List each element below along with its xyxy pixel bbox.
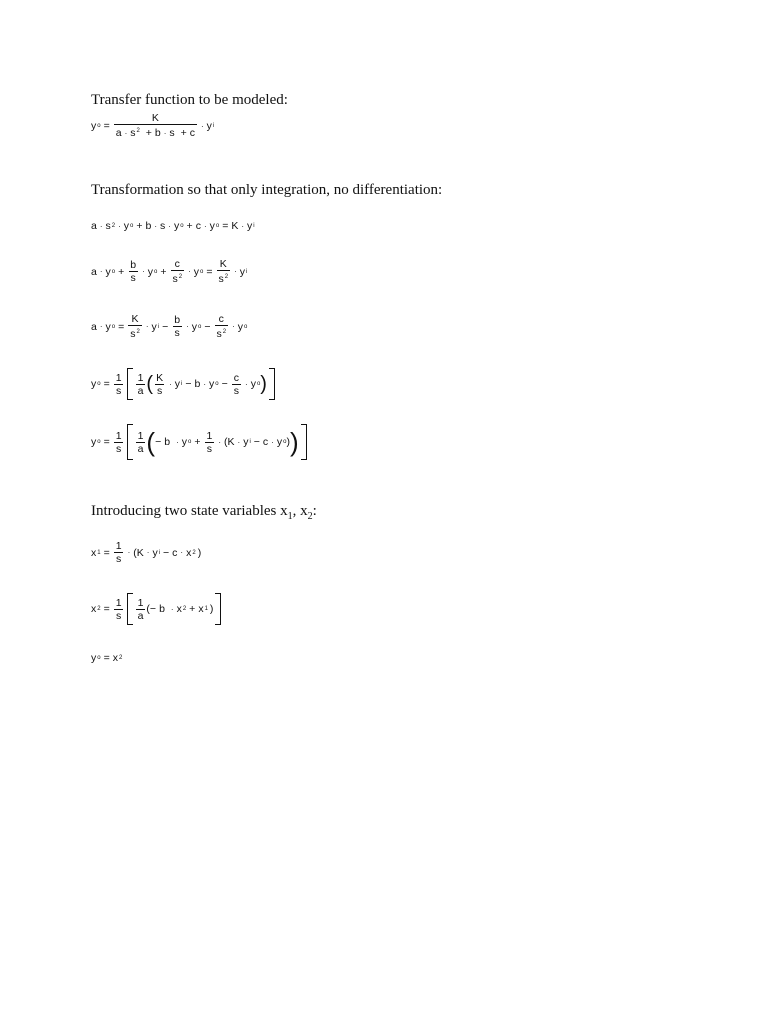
symbol-a: a: [137, 384, 144, 397]
subscript-i: i: [157, 323, 160, 330]
fraction: [172, 314, 182, 339]
dot-operator: ·: [232, 322, 235, 331]
symbol-s: s: [105, 220, 111, 232]
symbol-x: x: [176, 603, 182, 615]
symbol-s: s: [116, 442, 122, 455]
symbol-a: a: [115, 127, 122, 139]
dot-operator: ·: [271, 437, 274, 447]
fraction-denominator: [128, 325, 142, 340]
equation-state-x2: [91, 593, 223, 625]
symbol-b: b: [145, 220, 152, 232]
symbol-K: K: [151, 112, 159, 124]
symbol-s: s: [156, 384, 163, 397]
fraction: [232, 372, 241, 397]
left-paren: (: [224, 436, 228, 448]
symbol-s: s: [172, 273, 178, 285]
symbol-x: x: [91, 603, 97, 615]
symbol-x: x: [112, 652, 118, 664]
left-paren: (: [146, 427, 156, 457]
equals-sign: =: [103, 546, 110, 559]
fraction-denominator: [114, 124, 197, 140]
symbol-s: s: [116, 384, 122, 397]
fraction: [114, 430, 124, 455]
dot-operator: ·: [145, 322, 149, 331]
left-bracket: [127, 593, 133, 625]
symbol-K: K: [156, 371, 164, 384]
symbol-s: s: [116, 609, 122, 622]
symbol-y: y: [91, 120, 97, 132]
symbol-b: b: [174, 314, 181, 326]
plus-sign: +: [180, 127, 187, 139]
subscript-2: 2: [182, 606, 187, 612]
symbol-y: y: [152, 546, 158, 559]
symbol-K: K: [227, 436, 235, 448]
equation-output: [91, 652, 122, 664]
subscript-o: o: [97, 655, 101, 661]
symbol-s: s: [130, 127, 136, 139]
dot-operator: ·: [169, 379, 172, 389]
symbol-K: K: [231, 220, 239, 232]
number-one: 1: [115, 371, 122, 384]
symbol-y: y: [91, 378, 97, 390]
equals-sign: =: [222, 220, 229, 232]
left-paren: (: [133, 546, 137, 559]
fraction: [136, 372, 146, 397]
subscript-o: o: [154, 268, 158, 275]
heading-text: Introducing two state variables x: [91, 503, 288, 519]
right-bracket: [269, 368, 275, 400]
minus-sign: −: [163, 546, 170, 559]
subscript-1: 1: [204, 606, 208, 612]
minus-sign: −: [162, 320, 169, 333]
subscript-o: o: [198, 323, 202, 330]
equals-sign: =: [103, 652, 110, 664]
equals-sign: =: [103, 603, 110, 615]
symbol-y: y: [147, 265, 154, 278]
equals-sign: =: [206, 265, 213, 278]
equation-differential-form: [91, 220, 255, 232]
dot-operator: ·: [234, 267, 237, 276]
dot-operator: ·: [163, 129, 167, 138]
symbol-y: y: [174, 378, 181, 390]
heading-subscript-1: 1: [287, 511, 293, 522]
exponent-2: 2: [111, 223, 116, 229]
dot-operator: ·: [241, 221, 245, 231]
dot-operator: ·: [200, 121, 204, 131]
symbol-b: b: [130, 259, 137, 271]
plus-sign: +: [160, 265, 167, 278]
symbol-a: a: [91, 220, 97, 232]
dot-operator: ·: [180, 548, 184, 557]
heading-state-variables: [91, 503, 317, 522]
symbol-c: c: [233, 371, 240, 384]
subscript-2: 2: [192, 549, 196, 556]
subscript-o: o: [97, 123, 101, 129]
right-paren: ): [260, 373, 267, 395]
symbol-y: y: [105, 265, 111, 278]
symbol-y: y: [123, 220, 130, 232]
fraction-denominator: [217, 270, 231, 285]
equals-sign: =: [103, 436, 110, 448]
left-paren: (: [146, 603, 150, 615]
symbol-c: c: [195, 220, 201, 232]
fraction: [114, 372, 124, 397]
dot-operator: ·: [127, 548, 131, 557]
right-paren: ): [197, 546, 202, 559]
minus-sign: −: [149, 603, 157, 615]
symbol-y: y: [237, 320, 244, 333]
symbol-K: K: [219, 258, 227, 270]
heading-transformation: Transformation so that only integration, no differentiation:: [91, 182, 443, 198]
dot-operator: ·: [99, 267, 103, 276]
symbol-x: x: [91, 546, 97, 559]
dot-operator: ·: [142, 267, 145, 276]
minus-sign: −: [155, 436, 162, 448]
right-paren: ): [286, 436, 290, 448]
dot-operator: ·: [203, 379, 207, 389]
plus-sign: +: [145, 127, 152, 139]
fraction: [215, 313, 229, 340]
equals-sign: =: [118, 320, 125, 333]
symbol-s: s: [130, 272, 136, 284]
subscript-o: o: [200, 268, 204, 275]
symbol-y: y: [239, 265, 246, 278]
left-bracket: [127, 424, 133, 460]
left-bracket: [127, 368, 133, 400]
symbol-y: y: [151, 320, 157, 333]
right-paren: ): [209, 603, 214, 615]
symbol-s: s: [160, 220, 166, 232]
subscript-o: o: [215, 381, 219, 387]
symbol-c: c: [189, 127, 195, 139]
right-paren: ): [289, 427, 299, 457]
symbol-a: a: [91, 265, 97, 278]
subscript-o: o: [244, 323, 248, 330]
symbol-y: y: [91, 652, 97, 664]
subscript-o: o: [283, 439, 287, 445]
dot-operator: ·: [237, 437, 241, 447]
symbol-y: y: [191, 320, 198, 333]
fraction: [114, 112, 197, 140]
heading-text: :: [312, 503, 317, 519]
exponent-2: 2: [136, 329, 140, 335]
dot-operator: ·: [118, 221, 121, 231]
right-bracket: [215, 593, 221, 625]
fraction: [204, 430, 214, 455]
symbol-y: y: [181, 436, 187, 448]
symbol-c: c: [174, 258, 180, 270]
exponent-2: 2: [178, 274, 183, 280]
equals-sign: =: [103, 120, 110, 132]
exponent-2: 2: [222, 329, 227, 335]
symbol-s: s: [206, 442, 213, 455]
fraction-numerator: [150, 112, 161, 124]
exponent-2: 2: [136, 128, 140, 134]
subscript-o: o: [111, 323, 116, 330]
dot-operator: ·: [188, 267, 191, 276]
exponent-2: 2: [224, 274, 229, 280]
minus-sign: −: [204, 320, 211, 333]
right-bracket: [301, 424, 307, 460]
equation-transfer-function: [91, 112, 214, 140]
dot-operator: ·: [99, 221, 103, 231]
symbol-s: s: [174, 327, 180, 339]
plus-sign: +: [118, 265, 125, 278]
subscript-o: o: [256, 381, 261, 387]
number-one: 1: [115, 429, 122, 442]
dot-operator: ·: [124, 129, 128, 138]
subscript-o: o: [111, 268, 116, 275]
symbol-c: c: [172, 546, 178, 559]
dot-operator: ·: [99, 322, 103, 331]
symbol-y: y: [250, 378, 256, 390]
plus-sign: +: [189, 603, 196, 615]
subscript-i: i: [249, 439, 251, 445]
number-one: 1: [206, 429, 213, 442]
fraction-denominator: [171, 270, 185, 285]
dot-operator: ·: [154, 221, 158, 231]
symbol-b: b: [159, 603, 165, 615]
symbol-y: y: [209, 378, 215, 390]
symbol-b: b: [194, 378, 201, 390]
minus-sign: −: [253, 436, 260, 448]
subscript-2: 2: [97, 606, 101, 612]
symbol-y: y: [276, 436, 283, 448]
fraction-denominator: [215, 325, 229, 340]
fraction: [171, 258, 185, 285]
subscript-2: 2: [118, 655, 123, 661]
symbol-s: s: [233, 384, 240, 397]
plus-sign: +: [194, 436, 201, 448]
symbol-s: s: [216, 328, 222, 340]
subscript-o: o: [215, 223, 220, 229]
symbol-y: y: [206, 120, 212, 132]
dot-operator: ·: [245, 379, 248, 389]
symbol-b: b: [164, 436, 171, 448]
equation-divided-form: [91, 258, 247, 285]
dot-operator: ·: [168, 221, 171, 231]
number-one: 1: [137, 371, 144, 384]
subscript-i: i: [181, 381, 183, 387]
symbol-s: s: [116, 553, 122, 565]
subscript-o: o: [97, 381, 101, 387]
fraction: [136, 430, 146, 455]
equals-sign: =: [103, 378, 110, 390]
symbol-y: y: [247, 220, 253, 232]
symbol-s: s: [218, 273, 224, 285]
equation-nested-form-1: [91, 368, 277, 400]
dot-operator: ·: [170, 604, 174, 614]
equation-nested-form-2: [91, 424, 309, 460]
symbol-a: a: [137, 442, 144, 455]
fraction: [114, 597, 124, 622]
heading-text: , x: [292, 503, 308, 519]
dot-operator: ·: [146, 548, 150, 557]
symbol-K: K: [136, 546, 144, 559]
fraction: [128, 259, 138, 284]
symbol-x: x: [186, 546, 192, 559]
symbol-a: a: [91, 320, 97, 333]
subscript-i: i: [253, 223, 255, 229]
symbol-b: b: [154, 127, 161, 139]
heading-transfer-function: Transfer function to be modeled:: [91, 92, 288, 108]
symbol-c: c: [262, 436, 269, 448]
minus-sign: −: [185, 378, 192, 390]
symbol-y: y: [105, 320, 111, 333]
plus-sign: +: [186, 220, 193, 232]
subscript-o: o: [130, 223, 134, 229]
symbol-y: y: [91, 436, 97, 448]
left-paren: (: [146, 373, 154, 395]
symbol-s: s: [169, 127, 175, 139]
subscript-o: o: [97, 439, 101, 445]
symbol-y: y: [243, 436, 249, 448]
fraction: [217, 258, 231, 285]
subscript-1: 1: [97, 549, 101, 556]
fraction: [128, 313, 142, 340]
equation-isolated-form: [91, 313, 247, 340]
minus-sign: −: [221, 378, 228, 390]
symbol-c: c: [218, 313, 224, 325]
number-one: 1: [137, 429, 144, 442]
symbol-y: y: [209, 220, 215, 232]
fraction: [154, 372, 165, 397]
subscript-o: o: [180, 223, 184, 229]
equation-state-x1: [91, 540, 201, 565]
dot-operator: ·: [186, 322, 189, 331]
dot-operator: ·: [218, 437, 221, 447]
symbol-y: y: [173, 220, 180, 232]
number-one: 1: [115, 596, 122, 609]
subscript-o: o: [188, 439, 192, 445]
symbol-s: s: [130, 328, 136, 340]
plus-sign: +: [136, 220, 143, 232]
dot-operator: ·: [203, 221, 207, 231]
symbol-K: K: [131, 313, 139, 325]
subscript-i: i: [158, 549, 161, 556]
dot-operator: ·: [176, 437, 179, 447]
number-one: 1: [137, 596, 144, 609]
fraction: [136, 597, 146, 622]
subscript-i: i: [212, 123, 215, 129]
heading-subscript-2: 2: [307, 511, 313, 522]
number-one: 1: [115, 540, 122, 552]
symbol-x: x: [198, 603, 204, 615]
symbol-y: y: [193, 265, 200, 278]
symbol-a: a: [137, 609, 144, 622]
subscript-i: i: [246, 268, 248, 275]
fraction: [114, 540, 124, 565]
